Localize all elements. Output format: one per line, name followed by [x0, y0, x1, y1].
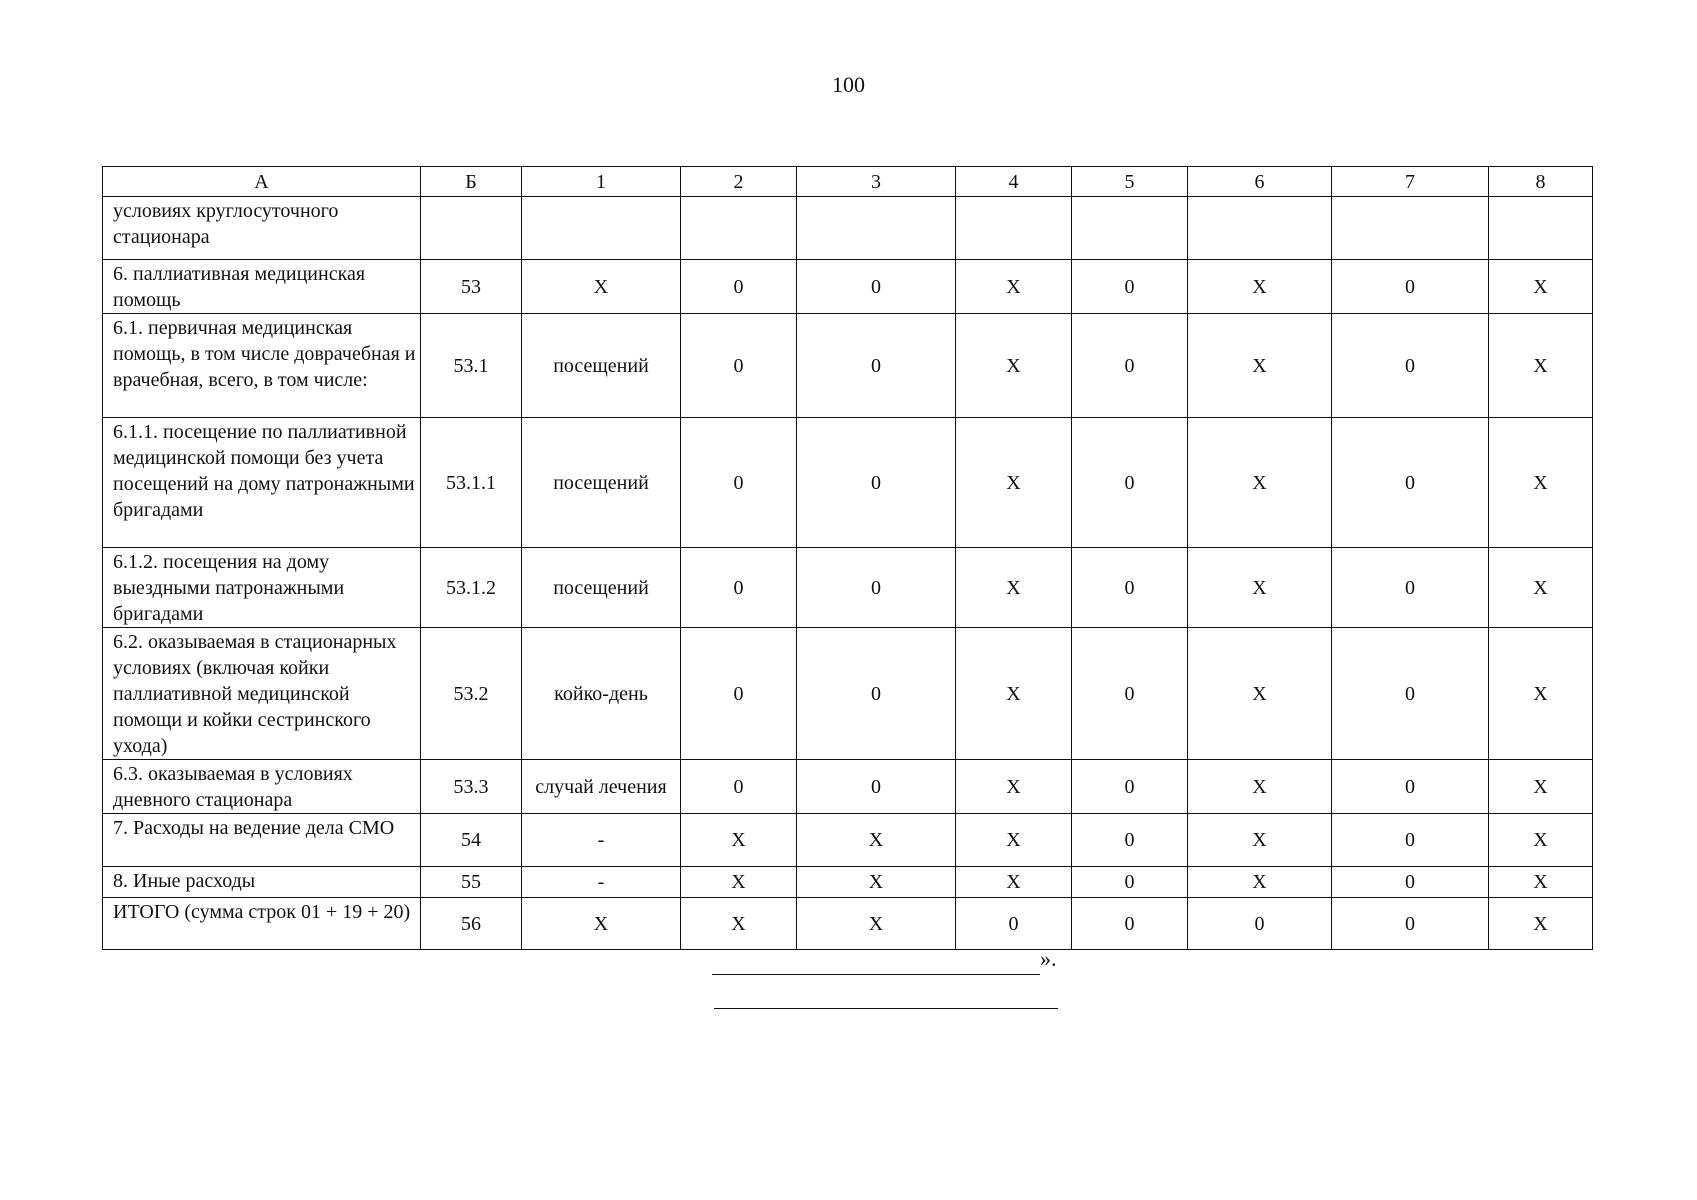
table-cell: [797, 197, 956, 260]
column-header: А: [103, 167, 421, 197]
table-cell: 0: [797, 760, 956, 814]
table-cell: Х: [1188, 760, 1332, 814]
row-name: ИТОГО (сумма строк 01 + 19 + 20): [103, 898, 421, 950]
table-cell: 0: [1332, 548, 1489, 628]
table-cell: 0: [681, 260, 797, 314]
table-cell: 0: [681, 314, 797, 418]
table-cell: Х: [1188, 260, 1332, 314]
table-row: [103, 867, 1593, 898]
row-name: условиях круглосуточного стационара: [103, 197, 421, 260]
closing-quote-mark: ».: [1040, 946, 1057, 971]
table-cell: Х: [956, 314, 1072, 418]
table-cell: 56: [421, 898, 522, 950]
table-cell: 0: [1332, 628, 1489, 760]
table-cell: 0: [681, 628, 797, 760]
table-cell: 55: [421, 867, 522, 898]
table-cell: посещений: [522, 314, 681, 418]
table-cell: Х: [1188, 314, 1332, 418]
row-name: 8. Иные расходы: [103, 867, 421, 898]
table-cell: 0: [1072, 814, 1188, 867]
table-row: [103, 260, 1593, 314]
row-name: 6.1. первичная медицинская помощь, в том числе доврачебная и врачебная, всего, в том числе:: [103, 314, 421, 418]
table-cell: Х: [956, 260, 1072, 314]
column-header: 6: [1188, 167, 1332, 197]
table-cell: 0: [797, 314, 956, 418]
table-cell: 53.3: [421, 760, 522, 814]
table-cell: [1489, 197, 1593, 260]
table-cell: [421, 197, 522, 260]
column-header: 2: [681, 167, 797, 197]
table-cell: 0: [1072, 628, 1188, 760]
table-cell: Х: [681, 867, 797, 898]
table-cell: 53: [421, 260, 522, 314]
table-header-row: [103, 167, 1593, 197]
table-cell: Х: [797, 814, 956, 867]
table-cell: Х: [1489, 628, 1593, 760]
table-cell: Х: [956, 628, 1072, 760]
table-row: [103, 628, 1593, 760]
row-name: 7. Расходы на ведение дела СМО: [103, 814, 421, 867]
column-header: 1: [522, 167, 681, 197]
table-cell: Х: [1489, 760, 1593, 814]
table-cell: случай лечения: [522, 760, 681, 814]
table-cell: 0: [1072, 867, 1188, 898]
table-cell: Х: [956, 418, 1072, 548]
table-cell: Х: [797, 898, 956, 950]
table-cell: [1188, 197, 1332, 260]
table-cell: 53.1.2: [421, 548, 522, 628]
column-header: 8: [1489, 167, 1593, 197]
page-number: 100: [832, 72, 865, 97]
signature-line: [712, 950, 1040, 975]
table-cell: 0: [1332, 260, 1489, 314]
table-cell: Х: [522, 260, 681, 314]
table-cell: Х: [1489, 898, 1593, 950]
row-name: 6.1.2. посещения на дому выездными патронажными бригадами: [103, 548, 421, 628]
column-header: 5: [1072, 167, 1188, 197]
table-cell: койко-день: [522, 628, 681, 760]
table-cell: Х: [1489, 814, 1593, 867]
table-cell: 0: [1188, 898, 1332, 950]
table-row: [103, 418, 1593, 548]
table-cell: 0: [956, 898, 1072, 950]
table-cell: 53.2: [421, 628, 522, 760]
row-name: 6.3. оказываемая в условиях дневного стационара: [103, 760, 421, 814]
table-cell: Х: [1489, 867, 1593, 898]
table-row: [103, 197, 1593, 260]
table-cell: [1332, 197, 1489, 260]
table-row: [103, 760, 1593, 814]
table-cell: Х: [956, 867, 1072, 898]
table-cell: Х: [681, 898, 797, 950]
table-cell: 0: [1332, 867, 1489, 898]
table-cell: Х: [1489, 260, 1593, 314]
table-cell: 0: [681, 760, 797, 814]
table-cell: Х: [956, 548, 1072, 628]
table-cell: [956, 197, 1072, 260]
table-cell: 54: [421, 814, 522, 867]
table-cell: Х: [1489, 418, 1593, 548]
table-row: [103, 898, 1593, 950]
table-cell: 0: [1332, 314, 1489, 418]
report-table: [102, 166, 1593, 950]
table-cell: [1072, 197, 1188, 260]
table-cell: 0: [1072, 418, 1188, 548]
table-cell: Х: [1188, 814, 1332, 867]
table-cell: посещений: [522, 548, 681, 628]
table-cell: Х: [1489, 548, 1593, 628]
table-cell: Х: [1188, 628, 1332, 760]
column-header: 4: [956, 167, 1072, 197]
table-cell: 0: [797, 418, 956, 548]
table-cell: 0: [1332, 898, 1489, 950]
table-cell: -: [522, 814, 681, 867]
table-cell: 0: [1072, 760, 1188, 814]
column-header: 7: [1332, 167, 1489, 197]
table-cell: 0: [797, 260, 956, 314]
table-cell: 0: [1072, 898, 1188, 950]
table-row: [103, 314, 1593, 418]
table-cell: Х: [522, 898, 681, 950]
row-name: 6.1.1. посещение по паллиативной медицинской помощи без учета посещений на дому патронажными бригадами: [103, 418, 421, 548]
column-header: Б: [421, 167, 522, 197]
row-name: 6. паллиативная медицинская помощь: [103, 260, 421, 314]
table-cell: 0: [797, 548, 956, 628]
table-cell: Х: [956, 760, 1072, 814]
table-cell: Х: [1188, 418, 1332, 548]
table-cell: 0: [681, 548, 797, 628]
separator-line: [714, 984, 1058, 1009]
table-cell: [681, 197, 797, 260]
table-cell: 0: [1072, 260, 1188, 314]
table-cell: 0: [797, 628, 956, 760]
table-cell: 0: [681, 418, 797, 548]
table-cell: Х: [956, 814, 1072, 867]
table-cell: Х: [1188, 548, 1332, 628]
table-row: [103, 814, 1593, 867]
table-cell: Х: [797, 867, 956, 898]
table-cell: 0: [1072, 548, 1188, 628]
table-cell: 53.1.1: [421, 418, 522, 548]
table-cell: 0: [1072, 314, 1188, 418]
column-header: 3: [797, 167, 956, 197]
table-cell: Х: [1188, 867, 1332, 898]
table-cell: Х: [681, 814, 797, 867]
table-cell: -: [522, 867, 681, 898]
row-name: 6.2. оказываемая в стационарных условиях (включая койки паллиативной медицинской помощи и койки сестринского ухода): [103, 628, 421, 760]
table-cell: 0: [1332, 814, 1489, 867]
table-cell: посещений: [522, 418, 681, 548]
table-cell: 53.1: [421, 314, 522, 418]
table-cell: [522, 197, 681, 260]
table-cell: 0: [1332, 418, 1489, 548]
table-cell: 0: [1332, 760, 1489, 814]
table-row: [103, 548, 1593, 628]
table-cell: Х: [1489, 314, 1593, 418]
